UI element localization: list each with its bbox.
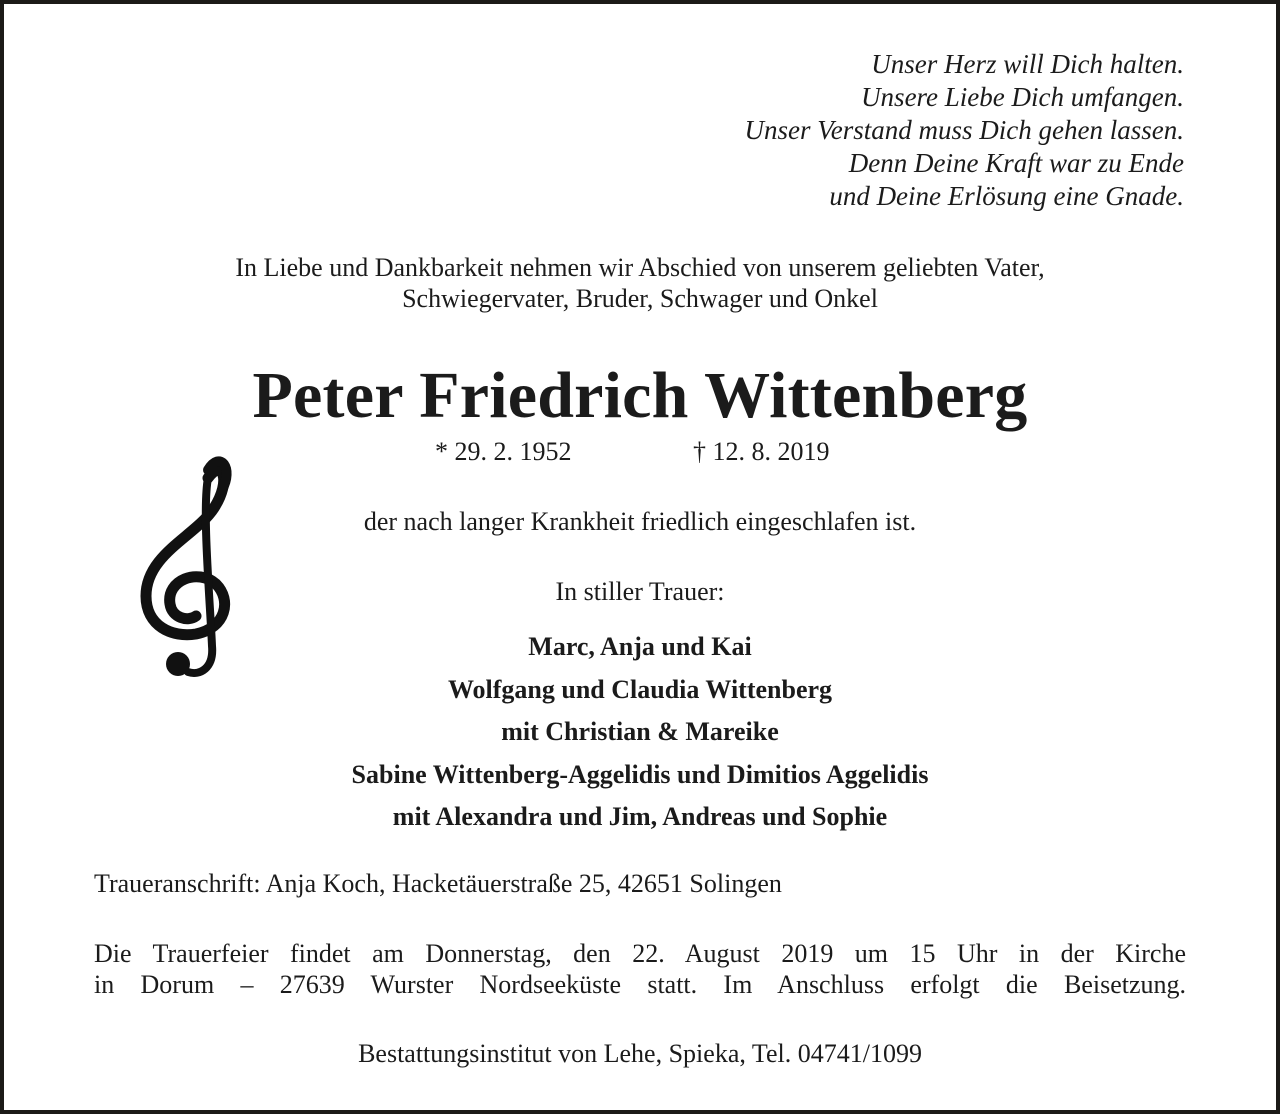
mourning-label: In stiller Trauer: (555, 577, 725, 606)
poem-line: Unser Herz will Dich halten. (871, 49, 1184, 79)
ceremony-line: in Dorum – 27639 Wurster Nordseeküste statt. Im Anschluss erfolgt die Beisetzung. (94, 970, 1186, 999)
poem-line: Unsere Liebe Dich umfangen. (861, 82, 1184, 112)
ceremony-line: Die Trauerfeier findet am Donnerstag, den 22. August 2019 um 15 Uhr in der Kirche (94, 939, 1186, 968)
birth-date: * 29. 2. 1952 (435, 437, 572, 466)
mourners-list (4, 626, 1276, 839)
passing-sentence: der nach langer Krankheit friedlich eingeschlafen ist. (363, 507, 917, 536)
ceremony-info (94, 938, 1186, 1000)
mourner-line: Sabine Wittenberg-Aggelidis und Dimitios Aggelidis (351, 759, 929, 789)
undertaker-info: Bestattungsinstitut von Lehe, Spieka, Tel. 04741/1099 (358, 1039, 922, 1068)
poem (745, 48, 1184, 213)
intro-line: Schwiegervater, Bruder, Schwager und Onkel (402, 284, 878, 313)
mourner-line: Marc, Anja und Kai (528, 632, 752, 661)
intro-line: In Liebe und Dankbarkeit nehmen wir Abschied von unserem geliebten Vater, (235, 253, 1045, 282)
poem-line: und Deine Erlösung eine Gnade. (829, 181, 1184, 211)
mourner-line: mit Christian & Mareike (501, 717, 779, 746)
death-date: † 12. 8. 2019 (693, 437, 830, 466)
mourner-line: mit Alexandra und Jim, Andreas und Sophie (392, 802, 888, 831)
deceased-name: Peter Friedrich Wittenberg (252, 359, 1028, 432)
mourning-address: Traueranschrift: Anja Koch, Hacketäuerstraße 25, 42651 Solingen (94, 869, 782, 898)
mourner-line: Wolfgang und Claudia Wittenberg (447, 674, 833, 704)
intro-text (4, 252, 1276, 314)
poem-line: Denn Deine Kraft war zu Ende (848, 148, 1184, 178)
poem-line: Unser Verstand muss Dich gehen lassen. (744, 115, 1184, 145)
